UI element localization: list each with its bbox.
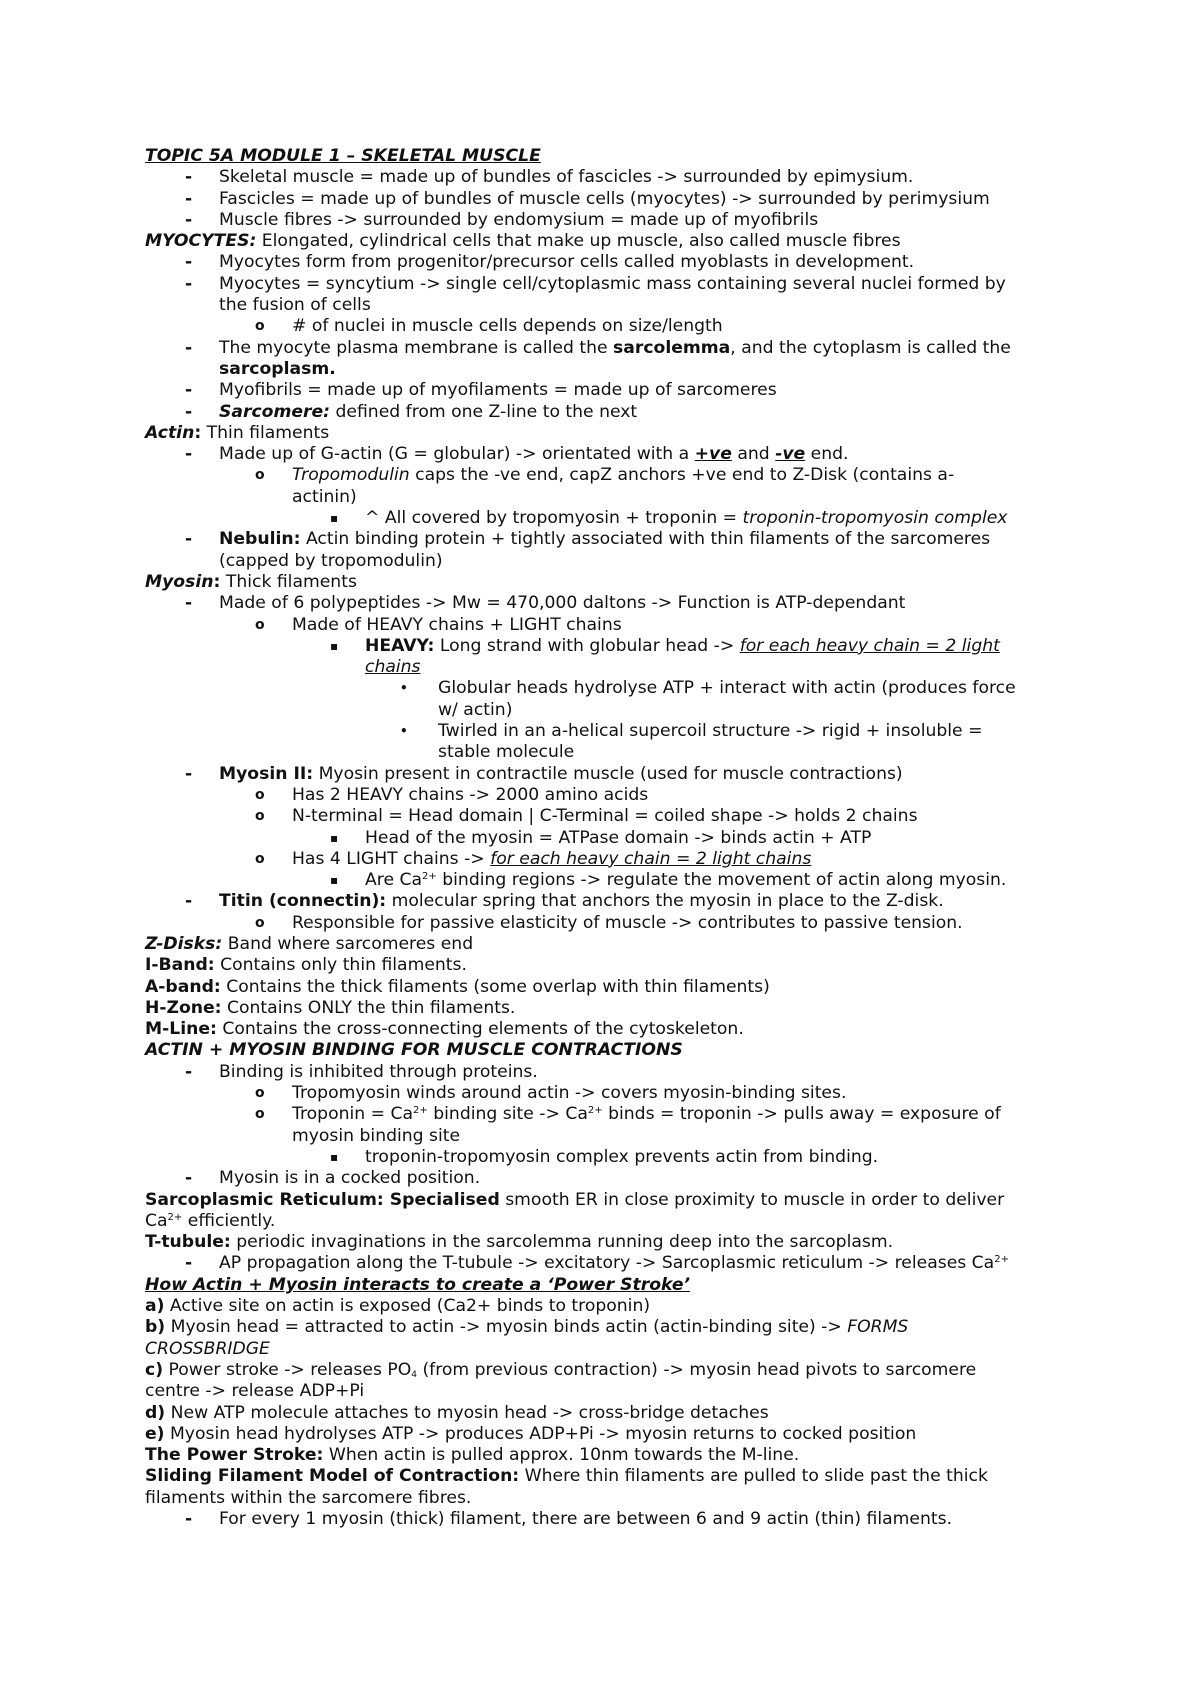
section-sliding-filament: Sliding Filament Model of Contraction: Where thin filaments are pulled to slide past the thick: [145, 1466, 988, 1487]
list-item: ▪ ^ All covered by tropomyosin + troponin = troponin-tropomyosin complex: [330, 508, 1008, 529]
heading-actin: Actin: [145, 422, 195, 443]
list-item: ▪ troponin-tropomyosin complex prevents actin from binding.: [330, 1146, 879, 1167]
dash-bullet-icon: -: [185, 401, 193, 422]
list-item: ▪ Head of the myosin = ATPase domain -> binds actin + ATP: [330, 827, 872, 848]
list-item: o N-terminal = Head domain | C-Terminal = coiled shape -> holds 2 chains: [255, 806, 918, 827]
dot-bullet-icon: •: [400, 724, 408, 739]
list-item: - Nebulin: Actin binding protein + tightly associated with thin filaments of the sarcomeres: [185, 529, 991, 550]
list-item: - The myocyte plasma membrane is called the sarcolemma, and the cytoplasm is called the: [185, 337, 1011, 358]
list-item: - Fascicles = made up of bundles of muscle cells (myocytes) -> surrounded by perimysium: [185, 188, 990, 209]
notes-content: [145, 146, 1075, 1530]
list-item: - Myocytes = syncytium -> single cell/cytoplasmic mass containing several nuclei formed by: [185, 273, 1006, 294]
heading-myosin: Myosin: [145, 571, 214, 592]
line-continuation: $Ca^{2+}$ efficiently.: [145, 1210, 276, 1231]
list-item-continuation: sarcoplasm.: [219, 358, 336, 379]
step-c: c) Power stroke -> releases $PO_4$ (from previous contraction) -> myosin head pivots to sarcomere: [145, 1359, 977, 1380]
step-d: d) New ATP molecule attaches to myosin head -> cross-bridge detaches: [145, 1402, 769, 1423]
list-item: • Twirled in an a-helical supercoil structure -> rigid + insoluble =: [400, 721, 983, 742]
list-item-continuation: (capped by tropomodulin): [219, 550, 443, 571]
dash-bullet-icon: -: [185, 444, 193, 465]
list-item-continuation: the fusion of cells: [219, 295, 371, 316]
doc-title: TOPIC 5A MODULE 1 – SKELETAL MUSCLE: [145, 146, 541, 166]
band-i-band: I-Band: Contains only thin filaments.: [145, 955, 467, 976]
dash-bullet-icon: -: [185, 529, 193, 550]
band-h-zone: H-Zone: Contains ONLY the thin filaments.: [145, 997, 516, 1018]
dash-bullet-icon: -: [185, 188, 193, 209]
section-myosin: Myosin: Thick filaments: [145, 571, 357, 592]
doc-title-line: [145, 146, 1075, 167]
dash-bullet-icon: -: [185, 1253, 193, 1274]
band-z-disks: Z-Disks: Band where sarcomeres end: [145, 933, 474, 954]
step-e: e) Myosin head hydrolyses ATP -> produces ADP+Pi -> myosin returns to cocked position: [145, 1423, 917, 1444]
dash-bullet-icon: -: [185, 167, 193, 188]
square-bullet-icon: ▪: [330, 638, 339, 653]
list-item: • Globular heads hydrolyse ATP + interact with actin (produces force: [400, 678, 1016, 699]
list-item: ▪ Are $Ca^{2+}$ binding regions -> regulate the movement of actin along myosin.: [330, 870, 1007, 891]
list-item: - Skeletal muscle = made up of bundles of fascicles -> surrounded by epimysium.: [185, 167, 914, 188]
line-continuation: filaments within the sarcomere fibres.: [145, 1487, 472, 1508]
dash-bullet-icon: -: [185, 1168, 193, 1189]
list-item-continuation: chains: [365, 657, 421, 678]
list-item: o Made of HEAVY chains + LIGHT chains: [255, 614, 622, 635]
dot-bullet-icon: •: [400, 681, 408, 696]
list-item-continuation: stable molecule: [438, 742, 575, 763]
square-bullet-icon: ▪: [330, 830, 339, 845]
dash-bullet-icon: -: [185, 252, 193, 273]
list-item: - Titin (connectin): molecular spring that anchors the myosin in place to the Z-disk.: [185, 891, 944, 912]
list-item: o Troponin = $Ca^{2+}$ binding site -> $Ca^{2+}$ binds = troponin -> pulls away = exposure of: [255, 1104, 1001, 1125]
list-item: - For every 1 myosin (thick) filament, there are between 6 and 9 actin (thin) filaments.: [185, 1509, 953, 1529]
list-item-continuation: myosin binding site: [292, 1125, 461, 1146]
dash-bullet-icon: -: [185, 209, 193, 230]
square-bullet-icon: ▪: [330, 873, 339, 888]
dash-bullet-icon: -: [185, 380, 193, 401]
list-item: o Tropomodulin caps the -ve end, capZ anchors +ve end to Z-Disk (contains a-: [255, 465, 955, 486]
list-item: o Responsible for passive elasticity of muscle -> contributes to passive tension.: [255, 912, 963, 933]
circle-bullet-icon: o: [255, 850, 265, 867]
dash-bullet-icon: -: [185, 337, 193, 358]
band-m-line: M-Line: Contains the cross-connecting elements of the cytoskeleton.: [145, 1019, 744, 1040]
dash-bullet-icon: -: [185, 273, 193, 294]
section-t-tubule: T-tubule: periodic invaginations in the sarcolemma running deep into the sarcoplasm.: [145, 1232, 894, 1253]
section-sarcoplasmic-reticulum: Sarcoplasmic Reticulum: Specialised smooth ER in close proximity to muscle in order to deliver: [145, 1189, 1005, 1210]
circle-bullet-icon: o: [255, 1085, 265, 1102]
line-continuation: CROSSBRIDGE: [145, 1338, 270, 1359]
section-myocytes: MYOCYTES: Elongated, cylindrical cells that make up muscle, also called muscle fibres: [145, 231, 901, 252]
dash-bullet-icon: -: [185, 891, 193, 912]
list-item-continuation: actinin): [292, 486, 357, 507]
heading-binding: ACTIN + MYOSIN BINDING FOR MUSCLE CONTRACTIONS: [145, 1040, 683, 1061]
section-binding: [145, 1040, 1075, 1061]
list-item: - Made of 6 polypeptides -> Mw = 470,000 daltons -> Function is ATP-dependant: [185, 593, 906, 614]
square-bullet-icon: ▪: [330, 511, 339, 526]
circle-bullet-icon: o: [255, 914, 265, 931]
section-power-stroke: [145, 1275, 1075, 1296]
circle-bullet-icon: o: [255, 318, 265, 335]
heading-power-stroke: How Actin + Myosin interacts to create a ‘Power Stroke’: [145, 1274, 691, 1295]
list-item: - Myosin is in a cocked position.: [185, 1168, 481, 1189]
list-item: o # of nuclei in muscle cells depends on size/length: [255, 316, 723, 337]
band-a-band: A-band: Contains the thick filaments (some overlap with thin filaments): [145, 976, 770, 997]
list-item: - AP propagation along the T-tubule -> excitatory -> Sarcoplasmic reticulum -> releases $Ca^{2+}$: [185, 1253, 1009, 1274]
list-item: - Sarcomere: defined from one Z-line to the next: [185, 401, 638, 422]
list-item: - Myocytes form from progenitor/precursor cells called myoblasts in development.: [185, 252, 915, 273]
dash-bullet-icon: -: [185, 1509, 193, 1529]
circle-bullet-icon: o: [255, 786, 265, 803]
circle-bullet-icon: o: [255, 808, 265, 825]
circle-bullet-icon: o: [255, 1106, 265, 1123]
dash-bullet-icon: -: [185, 1061, 193, 1082]
list-item: o Has 4 LIGHT chains -> for each heavy chain = 2 light chains: [255, 848, 812, 869]
circle-bullet-icon: o: [255, 467, 265, 484]
list-item: o Has 2 HEAVY chains -> 2000 amino acids: [255, 784, 649, 805]
section-actin: Actin: Thin filaments: [145, 422, 330, 443]
step-a: a) Active site on actin is exposed (Ca2+ binds to troponin): [145, 1296, 651, 1317]
dash-bullet-icon: -: [185, 593, 193, 614]
list-item-continuation: w/ actin): [438, 699, 513, 720]
list-item: - Muscle fibres -> surrounded by endomysium = made up of myofibrils: [185, 209, 819, 230]
power-stroke-definition: The Power Stroke: When actin is pulled approx. 10nm towards the M-line.: [145, 1445, 800, 1466]
list-item: - Myofibrils = made up of myofilaments = made up of sarcomeres: [185, 380, 777, 401]
list-item: ▪ HEAVY: Long strand with globular head -> for each heavy chain = 2 light: [330, 635, 1000, 656]
list-item: - Myosin II: Myosin present in contractile muscle (used for muscle contractions): [185, 763, 903, 784]
step-b: b) Myosin head = attracted to actin -> myosin binds actin (actin-binding site) -> FORMS: [145, 1317, 909, 1338]
heading-myocytes: MYOCYTES:: [145, 231, 257, 252]
line-continuation: centre -> release ADP+Pi: [145, 1381, 365, 1402]
list-item: o Tropomyosin winds around actin -> covers myosin-binding sites.: [255, 1083, 847, 1104]
square-bullet-icon: ▪: [330, 1149, 339, 1164]
list-item: - Made up of G-actin (G = globular) -> orientated with a +ve and -ve end.: [185, 444, 849, 465]
dash-bullet-icon: -: [185, 763, 193, 784]
circle-bullet-icon: o: [255, 616, 265, 633]
list-item: - Binding is inhibited through proteins.: [185, 1061, 538, 1082]
